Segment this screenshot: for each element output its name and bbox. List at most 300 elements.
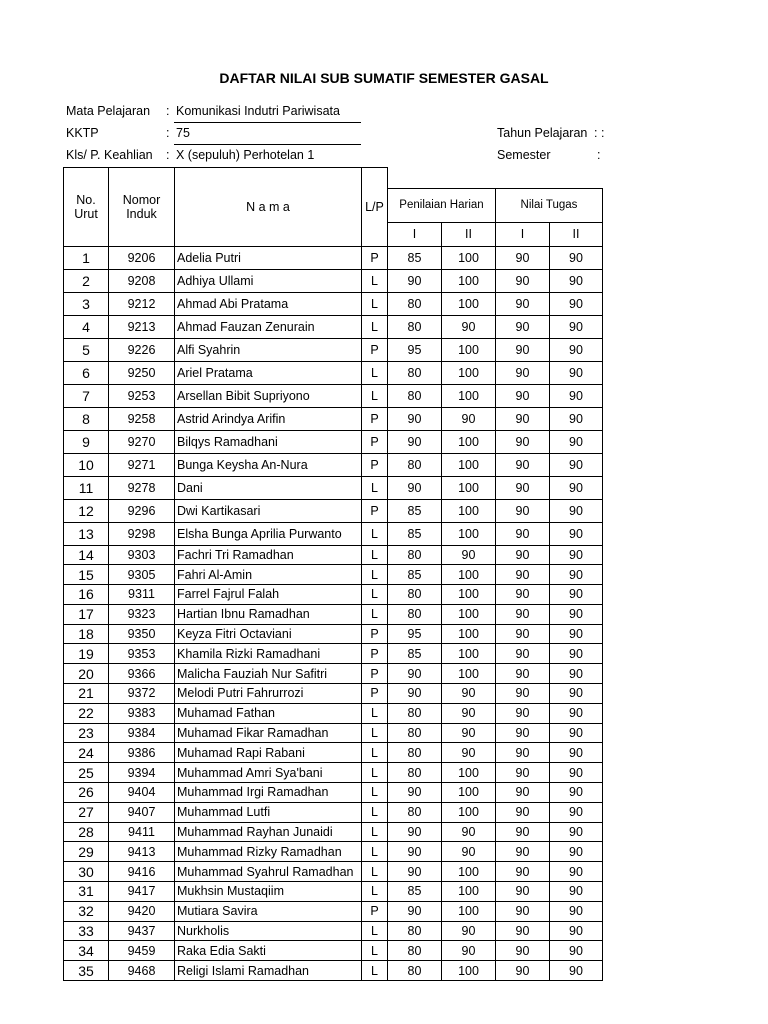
cell-nama: Mutiara Savira — [175, 901, 362, 921]
cell-nama: Elsha Bunga Aprilia Purwanto — [175, 522, 362, 545]
cell-nama: Raka Edia Sakti — [175, 941, 362, 961]
table-row — [64, 783, 603, 803]
cell-nomor-induk: 9212 — [109, 292, 175, 315]
cell-harian-1: 80 — [388, 361, 442, 384]
cell-no-urut: 23 — [64, 723, 109, 743]
cell-tugas-2: 90 — [550, 407, 603, 430]
cell-jenis-kelamin: P — [362, 684, 388, 704]
cell-jenis-kelamin: P — [362, 430, 388, 453]
cell-tugas-1: 90 — [496, 901, 550, 921]
cell-tugas-1: 90 — [496, 783, 550, 803]
cell-nomor-induk: 9394 — [109, 763, 175, 783]
cell-tugas-2: 90 — [550, 624, 603, 644]
cell-harian-1: 90 — [388, 407, 442, 430]
header-top-spacer — [388, 168, 603, 189]
table-row — [64, 430, 603, 453]
subject-label: Mata Pelajaran — [66, 104, 151, 118]
cell-no-urut: 12 — [64, 499, 109, 522]
cell-nomor-induk: 9366 — [109, 664, 175, 684]
cell-tugas-1: 90 — [496, 743, 550, 763]
cell-no-urut: 7 — [64, 384, 109, 407]
cell-nama: Dwi Kartikasari — [175, 499, 362, 522]
header-harian-1: I — [388, 222, 442, 246]
cell-nama: Muhamad Rapi Rabani — [175, 743, 362, 763]
cell-tugas-1: 90 — [496, 545, 550, 565]
cell-tugas-1: 90 — [496, 292, 550, 315]
table-row — [64, 862, 603, 882]
table-row — [64, 882, 603, 902]
cell-no-urut: 14 — [64, 545, 109, 565]
cell-no-urut: 10 — [64, 453, 109, 476]
table-row — [64, 723, 603, 743]
year-label: Tahun Pelajaran — [497, 126, 588, 140]
cell-tugas-2: 90 — [550, 499, 603, 522]
cell-harian-1: 90 — [388, 269, 442, 292]
cell-tugas-2: 90 — [550, 384, 603, 407]
cell-tugas-1: 90 — [496, 703, 550, 723]
year-colon: : : — [594, 126, 605, 140]
cell-no-urut: 16 — [64, 585, 109, 605]
cell-tugas-1: 90 — [496, 723, 550, 743]
cell-harian-2: 90 — [442, 842, 496, 862]
cell-jenis-kelamin: P — [362, 664, 388, 684]
cell-harian-2: 100 — [442, 862, 496, 882]
cell-nomor-induk: 9459 — [109, 941, 175, 961]
cell-tugas-2: 90 — [550, 961, 603, 981]
cell-no-urut: 2 — [64, 269, 109, 292]
cell-nomor-induk: 9311 — [109, 585, 175, 605]
cell-no-urut: 31 — [64, 882, 109, 902]
cell-nama: Dani — [175, 476, 362, 499]
table-row — [64, 269, 603, 292]
cell-nama: Ariel Pratama — [175, 361, 362, 384]
cell-tugas-2: 90 — [550, 664, 603, 684]
cell-harian-1: 90 — [388, 664, 442, 684]
cell-nama: Muhammad Syahrul Ramadhan — [175, 862, 362, 882]
cell-tugas-2: 90 — [550, 921, 603, 941]
cell-tugas-1: 90 — [496, 585, 550, 605]
table-row — [64, 684, 603, 704]
cell-nomor-induk: 9413 — [109, 842, 175, 862]
cell-harian-1: 95 — [388, 624, 442, 644]
cell-jenis-kelamin: L — [362, 723, 388, 743]
cell-nama: Nurkholis — [175, 921, 362, 941]
cell-no-urut: 6 — [64, 361, 109, 384]
cell-nama: Arsellan Bibit Supriyono — [175, 384, 362, 407]
class-label: Kls/ P. Keahlian — [66, 148, 153, 162]
table-row — [64, 453, 603, 476]
cell-tugas-1: 90 — [496, 384, 550, 407]
cell-tugas-2: 90 — [550, 246, 603, 269]
cell-tugas-1: 90 — [496, 430, 550, 453]
cell-harian-1: 80 — [388, 384, 442, 407]
cell-tugas-2: 90 — [550, 684, 603, 704]
header-penilaian-harian: Penilaian Harian — [388, 188, 496, 222]
table-row — [64, 743, 603, 763]
cell-harian-1: 80 — [388, 802, 442, 822]
cell-nama: Muhammad Amri Sya'bani — [175, 763, 362, 783]
cell-no-urut: 26 — [64, 783, 109, 803]
cell-nomor-induk: 9305 — [109, 565, 175, 585]
table-row — [64, 624, 603, 644]
cell-tugas-1: 90 — [496, 453, 550, 476]
cell-jenis-kelamin: L — [362, 941, 388, 961]
cell-tugas-2: 90 — [550, 565, 603, 585]
cell-no-urut: 32 — [64, 901, 109, 921]
table-row — [64, 246, 603, 269]
cell-harian-1: 80 — [388, 941, 442, 961]
cell-harian-2: 100 — [442, 644, 496, 664]
cell-no-urut: 28 — [64, 822, 109, 842]
cell-jenis-kelamin: L — [362, 604, 388, 624]
cell-tugas-2: 90 — [550, 604, 603, 624]
cell-nama: Khamila Rizki Ramadhani — [175, 644, 362, 664]
cell-nomor-induk: 9206 — [109, 246, 175, 269]
cell-nama: Hartian Ibnu Ramadhan — [175, 604, 362, 624]
kktp-label: KKTP — [66, 126, 99, 140]
cell-tugas-2: 90 — [550, 882, 603, 902]
cell-tugas-1: 90 — [496, 822, 550, 842]
cell-jenis-kelamin: P — [362, 453, 388, 476]
cell-jenis-kelamin: P — [362, 499, 388, 522]
cell-nama: Bunga Keysha An-Nura — [175, 453, 362, 476]
cell-harian-1: 85 — [388, 246, 442, 269]
cell-harian-2: 100 — [442, 664, 496, 684]
cell-nomor-induk: 9323 — [109, 604, 175, 624]
cell-tugas-1: 90 — [496, 961, 550, 981]
cell-no-urut: 25 — [64, 763, 109, 783]
cell-jenis-kelamin: L — [362, 703, 388, 723]
kktp-colon: : — [166, 126, 170, 140]
cell-harian-2: 100 — [442, 763, 496, 783]
table-row — [64, 499, 603, 522]
cell-tugas-1: 90 — [496, 882, 550, 902]
cell-harian-1: 85 — [388, 882, 442, 902]
cell-tugas-2: 90 — [550, 430, 603, 453]
cell-tugas-1: 90 — [496, 407, 550, 430]
cell-harian-2: 90 — [442, 315, 496, 338]
cell-tugas-1: 90 — [496, 664, 550, 684]
cell-tugas-2: 90 — [550, 901, 603, 921]
cell-tugas-2: 90 — [550, 269, 603, 292]
kktp-value: 75 — [176, 126, 190, 140]
cell-no-urut: 27 — [64, 802, 109, 822]
table-row — [64, 802, 603, 822]
cell-harian-2: 100 — [442, 292, 496, 315]
cell-tugas-1: 90 — [496, 315, 550, 338]
cell-harian-2: 100 — [442, 585, 496, 605]
cell-tugas-2: 90 — [550, 292, 603, 315]
header-nama: N a m a — [175, 168, 362, 247]
cell-nama: Farrel Fajrul Falah — [175, 585, 362, 605]
cell-tugas-2: 90 — [550, 763, 603, 783]
cell-nama: Ahmad Abi Pratama — [175, 292, 362, 315]
cell-tugas-1: 90 — [496, 476, 550, 499]
cell-no-urut: 35 — [64, 961, 109, 981]
cell-harian-2: 100 — [442, 430, 496, 453]
cell-harian-1: 90 — [388, 822, 442, 842]
semester-colon: : — [597, 148, 601, 162]
subject-value: Komunikasi Indutri Pariwisata — [176, 104, 340, 118]
cell-no-urut: 5 — [64, 338, 109, 361]
cell-harian-2: 100 — [442, 476, 496, 499]
cell-nama: Alfi Syahrin — [175, 338, 362, 361]
cell-jenis-kelamin: P — [362, 901, 388, 921]
cell-tugas-1: 90 — [496, 941, 550, 961]
cell-nomor-induk: 9386 — [109, 743, 175, 763]
cell-tugas-2: 90 — [550, 802, 603, 822]
cell-nama: Adhiya Ullami — [175, 269, 362, 292]
table-row — [64, 338, 603, 361]
cell-nomor-induk: 9383 — [109, 703, 175, 723]
cell-nomor-induk: 9278 — [109, 476, 175, 499]
cell-jenis-kelamin: L — [362, 842, 388, 862]
cell-nama: Fahri Al-Amin — [175, 565, 362, 585]
cell-no-urut: 33 — [64, 921, 109, 941]
cell-tugas-1: 90 — [496, 684, 550, 704]
cell-harian-2: 90 — [442, 921, 496, 941]
table-row — [64, 961, 603, 981]
cell-jenis-kelamin: L — [362, 522, 388, 545]
cell-harian-1: 95 — [388, 338, 442, 361]
cell-tugas-2: 90 — [550, 822, 603, 842]
cell-jenis-kelamin: L — [362, 921, 388, 941]
class-colon: : — [166, 148, 170, 162]
cell-nomor-induk: 9208 — [109, 269, 175, 292]
cell-jenis-kelamin: P — [362, 407, 388, 430]
subject-colon: : — [166, 104, 170, 118]
cell-harian-2: 100 — [442, 783, 496, 803]
cell-nama: Malicha Fauziah Nur Safitri — [175, 664, 362, 684]
cell-no-urut: 19 — [64, 644, 109, 664]
cell-tugas-1: 90 — [496, 802, 550, 822]
cell-harian-1: 80 — [388, 961, 442, 981]
cell-harian-1: 80 — [388, 723, 442, 743]
cell-no-urut: 17 — [64, 604, 109, 624]
cell-no-urut: 11 — [64, 476, 109, 499]
cell-tugas-1: 90 — [496, 246, 550, 269]
cell-jenis-kelamin: P — [362, 338, 388, 361]
class-value: X (sepuluh) Perhotelan 1 — [176, 148, 315, 162]
cell-no-urut: 15 — [64, 565, 109, 585]
cell-jenis-kelamin: L — [362, 315, 388, 338]
cell-harian-1: 80 — [388, 292, 442, 315]
cell-nama: Fachri Tri Ramadhan — [175, 545, 362, 565]
header-tugas-2: II — [550, 222, 603, 246]
cell-no-urut: 24 — [64, 743, 109, 763]
header-lp: L/P — [362, 168, 388, 247]
cell-harian-1: 80 — [388, 921, 442, 941]
cell-nomor-induk: 9420 — [109, 901, 175, 921]
cell-harian-1: 80 — [388, 763, 442, 783]
cell-no-urut: 21 — [64, 684, 109, 704]
table-row — [64, 901, 603, 921]
cell-harian-2: 100 — [442, 361, 496, 384]
cell-nomor-induk: 9384 — [109, 723, 175, 743]
cell-jenis-kelamin: L — [362, 882, 388, 902]
cell-jenis-kelamin: L — [362, 292, 388, 315]
table-row — [64, 941, 603, 961]
cell-harian-2: 100 — [442, 624, 496, 644]
table-row — [64, 361, 603, 384]
cell-nama: Muhammad Irgi Ramadhan — [175, 783, 362, 803]
table-row — [64, 585, 603, 605]
cell-harian-1: 85 — [388, 644, 442, 664]
cell-harian-1: 80 — [388, 604, 442, 624]
cell-harian-1: 90 — [388, 684, 442, 704]
cell-tugas-1: 90 — [496, 921, 550, 941]
cell-nama: Keyza Fitri Octaviani — [175, 624, 362, 644]
cell-tugas-1: 90 — [496, 338, 550, 361]
cell-nama: Melodi Putri Fahrurrozi — [175, 684, 362, 704]
cell-harian-2: 100 — [442, 565, 496, 585]
cell-tugas-2: 90 — [550, 723, 603, 743]
cell-harian-1: 80 — [388, 545, 442, 565]
cell-harian-2: 100 — [442, 882, 496, 902]
cell-tugas-1: 90 — [496, 565, 550, 585]
cell-nomor-induk: 9372 — [109, 684, 175, 704]
cell-harian-1: 85 — [388, 499, 442, 522]
cell-jenis-kelamin: L — [362, 545, 388, 565]
cell-tugas-1: 90 — [496, 522, 550, 545]
cell-tugas-2: 90 — [550, 644, 603, 664]
cell-harian-2: 90 — [442, 703, 496, 723]
cell-nama: Adelia Putri — [175, 246, 362, 269]
cell-tugas-2: 90 — [550, 315, 603, 338]
cell-nama: Religi Islami Ramadhan — [175, 961, 362, 981]
cell-nama: Muhammad Lutfi — [175, 802, 362, 822]
cell-tugas-2: 90 — [550, 842, 603, 862]
cell-nama: Muhammad Rizky Ramadhan — [175, 842, 362, 862]
cell-harian-2: 100 — [442, 802, 496, 822]
table-row — [64, 644, 603, 664]
cell-nama: Muhammad Rayhan Junaidi — [175, 822, 362, 842]
cell-no-urut: 8 — [64, 407, 109, 430]
cell-nomor-induk: 9404 — [109, 783, 175, 803]
cell-harian-2: 100 — [442, 901, 496, 921]
cell-jenis-kelamin: L — [362, 961, 388, 981]
cell-no-urut: 4 — [64, 315, 109, 338]
kktp-underline — [174, 144, 361, 145]
cell-nama: Bilqys Ramadhani — [175, 430, 362, 453]
cell-tugas-1: 90 — [496, 604, 550, 624]
cell-nama: Mukhsin Mustaqiim — [175, 882, 362, 902]
cell-harian-2: 90 — [442, 941, 496, 961]
cell-harian-2: 100 — [442, 522, 496, 545]
header-nilai-tugas: Nilai Tugas — [496, 188, 603, 222]
cell-jenis-kelamin: L — [362, 565, 388, 585]
cell-tugas-1: 90 — [496, 361, 550, 384]
cell-no-urut: 13 — [64, 522, 109, 545]
cell-tugas-2: 90 — [550, 361, 603, 384]
cell-jenis-kelamin: L — [362, 802, 388, 822]
table-row — [64, 384, 603, 407]
cell-tugas-2: 90 — [550, 522, 603, 545]
header-harian-2: II — [442, 222, 496, 246]
page-title: DAFTAR NILAI SUB SUMATIF SEMESTER GASAL — [219, 70, 549, 86]
cell-no-urut: 1 — [64, 246, 109, 269]
cell-nama: Astrid Arindya Arifin — [175, 407, 362, 430]
cell-no-urut: 34 — [64, 941, 109, 961]
cell-harian-1: 80 — [388, 315, 442, 338]
cell-nomor-induk: 9213 — [109, 315, 175, 338]
cell-harian-1: 80 — [388, 585, 442, 605]
cell-nomor-induk: 9226 — [109, 338, 175, 361]
cell-harian-1: 90 — [388, 842, 442, 862]
cell-harian-2: 100 — [442, 453, 496, 476]
cell-harian-2: 90 — [442, 407, 496, 430]
header-induk: Nomor Induk — [109, 168, 175, 247]
cell-harian-1: 85 — [388, 522, 442, 545]
cell-harian-2: 100 — [442, 246, 496, 269]
cell-harian-2: 100 — [442, 961, 496, 981]
cell-nama: Muhamad Fathan — [175, 703, 362, 723]
cell-harian-1: 90 — [388, 430, 442, 453]
cell-harian-2: 100 — [442, 499, 496, 522]
cell-harian-1: 80 — [388, 743, 442, 763]
cell-no-urut: 30 — [64, 862, 109, 882]
table-row — [64, 292, 603, 315]
cell-harian-2: 100 — [442, 384, 496, 407]
cell-jenis-kelamin: L — [362, 384, 388, 407]
cell-nomor-induk: 9417 — [109, 882, 175, 902]
table-row — [64, 921, 603, 941]
table-row — [64, 664, 603, 684]
cell-harian-2: 100 — [442, 269, 496, 292]
header-tugas-1: I — [496, 222, 550, 246]
cell-nomor-induk: 9303 — [109, 545, 175, 565]
cell-tugas-2: 90 — [550, 585, 603, 605]
cell-harian-2: 100 — [442, 604, 496, 624]
table-row — [64, 522, 603, 545]
cell-harian-1: 85 — [388, 565, 442, 585]
cell-jenis-kelamin: L — [362, 763, 388, 783]
cell-nomor-induk: 9411 — [109, 822, 175, 842]
table-row — [64, 545, 603, 565]
cell-tugas-2: 90 — [550, 476, 603, 499]
cell-nomor-induk: 9250 — [109, 361, 175, 384]
table-row — [64, 315, 603, 338]
cell-tugas-1: 90 — [496, 862, 550, 882]
cell-jenis-kelamin: L — [362, 476, 388, 499]
table-row — [64, 703, 603, 723]
cell-harian-2: 90 — [442, 684, 496, 704]
cell-tugas-2: 90 — [550, 862, 603, 882]
cell-jenis-kelamin: L — [362, 862, 388, 882]
grades-table — [63, 167, 603, 981]
cell-jenis-kelamin: L — [362, 585, 388, 605]
cell-harian-1: 90 — [388, 862, 442, 882]
cell-harian-1: 80 — [388, 453, 442, 476]
table-row — [64, 842, 603, 862]
cell-harian-2: 100 — [442, 338, 496, 361]
cell-jenis-kelamin: L — [362, 269, 388, 292]
cell-harian-1: 90 — [388, 783, 442, 803]
cell-tugas-2: 90 — [550, 338, 603, 361]
cell-jenis-kelamin: P — [362, 246, 388, 269]
cell-nomor-induk: 9258 — [109, 407, 175, 430]
table-row — [64, 407, 603, 430]
cell-harian-2: 90 — [442, 545, 496, 565]
cell-tugas-2: 90 — [550, 743, 603, 763]
cell-no-urut: 9 — [64, 430, 109, 453]
cell-tugas-2: 90 — [550, 941, 603, 961]
cell-nomor-induk: 9416 — [109, 862, 175, 882]
cell-jenis-kelamin: L — [362, 743, 388, 763]
cell-jenis-kelamin: L — [362, 822, 388, 842]
cell-nomor-induk: 9271 — [109, 453, 175, 476]
cell-nomor-induk: 9407 — [109, 802, 175, 822]
